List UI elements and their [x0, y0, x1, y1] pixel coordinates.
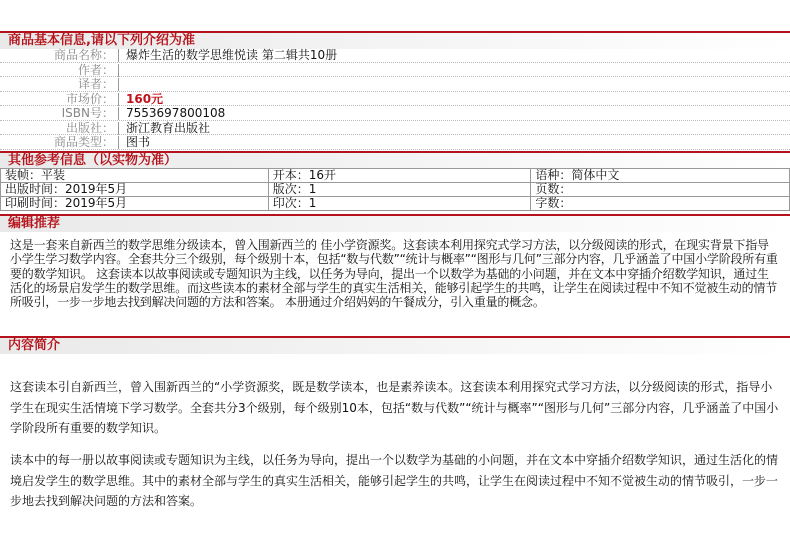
product-name-value: 爆炸生活的数学思维悦读 第二辑共10册 — [126, 48, 338, 62]
content-intro-heading: 内容简介 — [0, 336, 790, 354]
other-info-table — [0, 168, 790, 211]
language-cell: 语种：简体中文 — [531, 169, 790, 183]
divider — [118, 93, 119, 106]
publish-date-cell: 出版时间：2019年5月 — [1, 183, 269, 197]
table-row — [1, 183, 790, 197]
product-name-row — [0, 48, 790, 63]
table-row — [1, 169, 790, 183]
isbn-row — [0, 106, 790, 121]
content-intro-paragraph-2: 读本中的每一册以故事阅读或专题知识为主线，以任务为导向，提出一个以数学为基础的小问题，并在文本中穿插介绍数学知识，通过生活化的情境启发学生的数学思维。其中的素材全部与学生的真实生活相关，能够引起学生的共鸣，让学生在阅读过程中不知不觉被生动的情节吸引，一步一步地去找到解决问题的方法和答案。 — [10, 453, 779, 508]
translator-row — [0, 77, 790, 92]
product-type-label: 商品类型： — [53, 135, 114, 149]
author-label: 作者： — [77, 62, 114, 77]
print-date-cell: 印刷时间：2019年5月 — [1, 197, 269, 211]
binding-cell: 装帧：平装 — [1, 169, 269, 183]
format-cell: 开本：16开 — [268, 169, 531, 183]
divider — [118, 64, 119, 77]
basic-info-heading: 商品基本信息,请以下列介绍为准 — [0, 31, 790, 49]
divider — [118, 49, 119, 62]
word-count-cell: 字数： — [531, 197, 790, 211]
product-type-value: 图书 — [126, 135, 151, 149]
isbn-value: 7553697800108 — [126, 106, 226, 120]
publisher-row — [0, 121, 790, 136]
price-row — [0, 92, 790, 107]
isbn-label: ISBN号： — [61, 106, 114, 120]
author-row — [0, 63, 790, 78]
divider — [118, 78, 119, 91]
row-divider — [0, 149, 790, 150]
table-row — [1, 197, 790, 211]
divider — [118, 136, 119, 149]
price-label: 市场价： — [65, 91, 114, 106]
edition-cell: 版次：1 — [268, 183, 531, 197]
product-type-row — [0, 135, 790, 150]
divider — [118, 122, 119, 135]
print-run-cell: 印次：1 — [268, 197, 531, 211]
divider — [118, 107, 119, 120]
editor-recommend-text: 这是一套来自新西兰的数学思维分级读本，曾入围新西兰的 佳小学资源奖。这套读本利用探究式学习方法，以分级阅读的形式，在现实背景下指导小学生学习数学内容。全套共分三个级别，每个级别十本，包括“数与代数”“统计与概率”“图形与几何”三部分内容，几乎涵盖了中国小学阶段所有重要的数学知识。 这套读本以故事阅读或专题知识为主线，以任务为导向，提出一个以数学为基础的小问题，并在文本中穿插介绍数学知识，通过生活化的场景启发学生的数学思维。而这些读本的素材全部与学生的真实生活相关，能够引起学生的共鸣，让学生在阅读过程中不知不觉被生动的情节所吸引，一步一步地去找到解决问题的方法和答案。 本册通过介绍妈妈的午餐成分，引入重量的概念。 — [10, 238, 778, 310]
other-info-heading: 其他参考信息（以实物为准） — [0, 151, 790, 169]
pages-cell: 页数： — [531, 183, 790, 197]
translator-label: 译者： — [77, 77, 114, 91]
price-value: 160元 — [126, 91, 164, 106]
publisher-label: 出版社： — [65, 120, 114, 135]
publisher-value: 浙江教育出版社 — [126, 120, 211, 135]
content-intro-paragraph-1: 这套读本引自新西兰，曾入围新西兰的“小学资源奖，既是数学读本，也是素养读本。这套读本利用探究式学习方法，以分级阅读的形式，指导小学生在现实生活情境下学习数学。全套共分3个级别，每个级别10本，包括“数与代数”“统计与概率”“图形与几何”三部分内容，几乎涵盖了中国小学阶段所有重要的数学知识。 — [10, 380, 779, 435]
editor-recommend-heading: 编辑推荐 — [0, 214, 790, 232]
product-name-label: 商品名称： — [53, 48, 114, 62]
